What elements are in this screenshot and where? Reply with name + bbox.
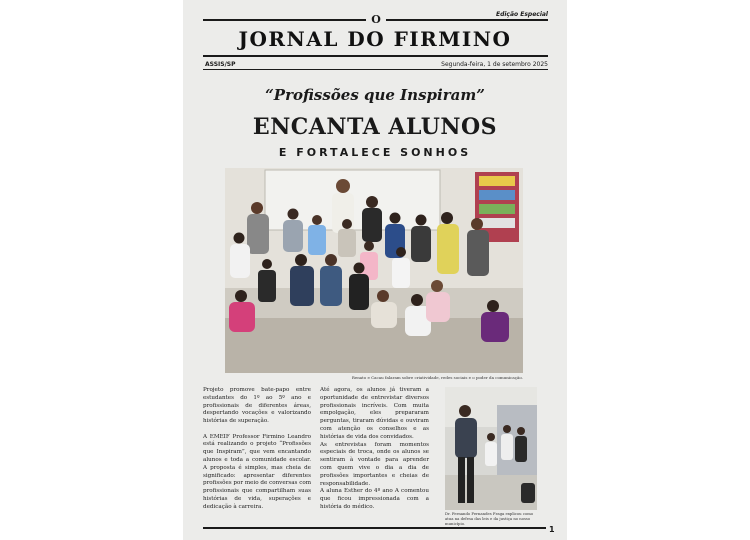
speaker-photo-illustration [445,387,537,510]
column2-paragraph-3: A aluna Esther do 4º ano A comentou que ficou impressionada com a história do médico. [320,488,429,510]
masthead-rule-top-left [203,19,366,21]
footer-rule [203,527,546,529]
page-number: 1 [549,525,555,534]
class-group-photo-illustration [225,168,523,373]
main-headline: ENCANTA ALUNOS [252,114,498,140]
date-label: Segunda-feira, 1 de setembro 2025 [441,61,548,68]
side-photo-caption: Dr. Fernando Fernandes Fraga explicou como atua na defesa das leis e da justiça no nosso município. [445,511,534,526]
column2-paragraph-2: As entrevistas foram momentos especiais de troca, onde os alunos se sentiram à vontade para aprender com quem vive o dia a dia de profissões importantes e cheias de responsabilidade. [320,441,429,487]
edition-label: Edição Especial [495,11,548,18]
dateline-rule [203,69,548,70]
main-photo [225,168,523,373]
masthead-title: JORNAL DO FIRMINO [238,27,512,51]
side-photo [445,387,537,510]
column1-paragraph-2: A EMEIF Professor Firmino Leandro está realizando o projeto “Profissões que Inspiram”, que vem encantando alunos e toda a comunidade escolar. A proposta é simples, mas cheia de significado: apresentar diferentes profissões por meio de conversas com profissionais que compartilham suas histórias de vida, superações e dedicação à carreira. [203,433,311,510]
project-kicker: “Profissões que Inspiram” [265,86,485,104]
article-column-2 [320,387,429,519]
masthead-article: O [371,13,381,26]
location-label: ASSIS/SP [205,61,236,68]
sub-headline: E FORTALECE SONHOS [278,146,472,159]
masthead-rule-bottom [203,55,548,57]
main-photo-caption: Renato e Cacau falaram sobre criatividade, redes sociais e o poder da comunicação. [351,375,523,380]
article-column-1 [203,387,311,519]
column2-paragraph-1: Até agora, os alunos já tiveram a oportunidade de entrevistar diversos profissionais incríveis. Com muita empolgação, eles prepararam perguntas, tiraram dúvidas e ouviram com atenção os conselhos e as histórias de vida dos convidados. [320,387,429,440]
column1-paragraph-1: Projeto promove bate-papo entre estudantes do 1º ao 5º ano e profissionais de diferentes áreas, despertando vocações e valorizando histórias de superação. [203,387,311,425]
newspaper-page [183,0,567,540]
masthead-rule-top-right [386,19,548,21]
